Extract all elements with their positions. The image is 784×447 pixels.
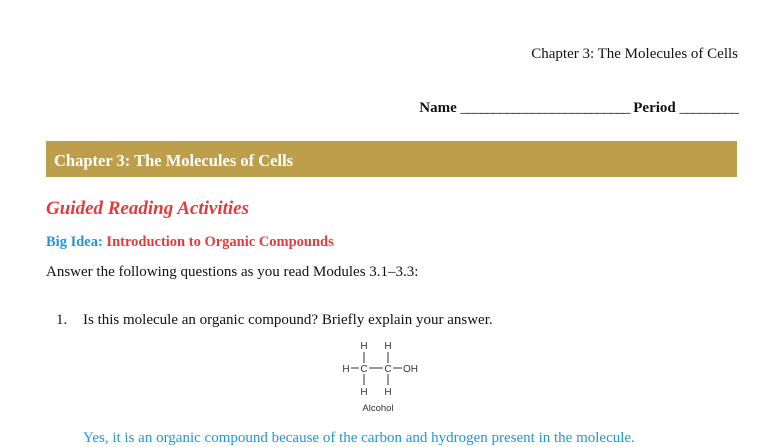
figure-caption: Alcohol [362,403,394,414]
big-idea-label: Big Idea: [46,234,103,250]
atom-h-bottom-left: H [360,387,368,398]
name-period-line [419,100,738,117]
answer-text: Yes, it is an organic compound because of the carbon and hydrogen present in the molecule. [83,430,635,446]
atom-h-left: H [342,364,350,375]
atom-oh: OH [403,364,418,375]
name-label: Name [419,100,457,116]
question-text: Is this molecule an organic compound? Briefly explain your answer. [83,312,493,328]
period-label: Period [633,100,676,116]
section-heading: Guided Reading Activities [46,198,250,219]
atom-c-right: C [384,364,392,375]
atom-h-top-left: H [360,341,368,352]
chapter-banner: Chapter 3: The Molecules of Cells [46,141,737,177]
alcohol-structure-diagram [336,336,432,416]
big-idea-topic: Introduction to Organic Compounds [106,234,334,250]
question-number: 1. [56,312,68,328]
atom-h-top-right: H [384,341,392,352]
big-idea [46,234,334,251]
instructions: Answer the following questions as you read Modules 3.1–3.3: [46,264,419,280]
period-blank: _________ [679,100,738,116]
running-header: Chapter 3: The Molecules of Cells [531,46,738,62]
atom-h-bottom-right: H [384,387,392,398]
name-blank: __________________________ [460,100,630,116]
atom-c-left: C [360,364,368,375]
